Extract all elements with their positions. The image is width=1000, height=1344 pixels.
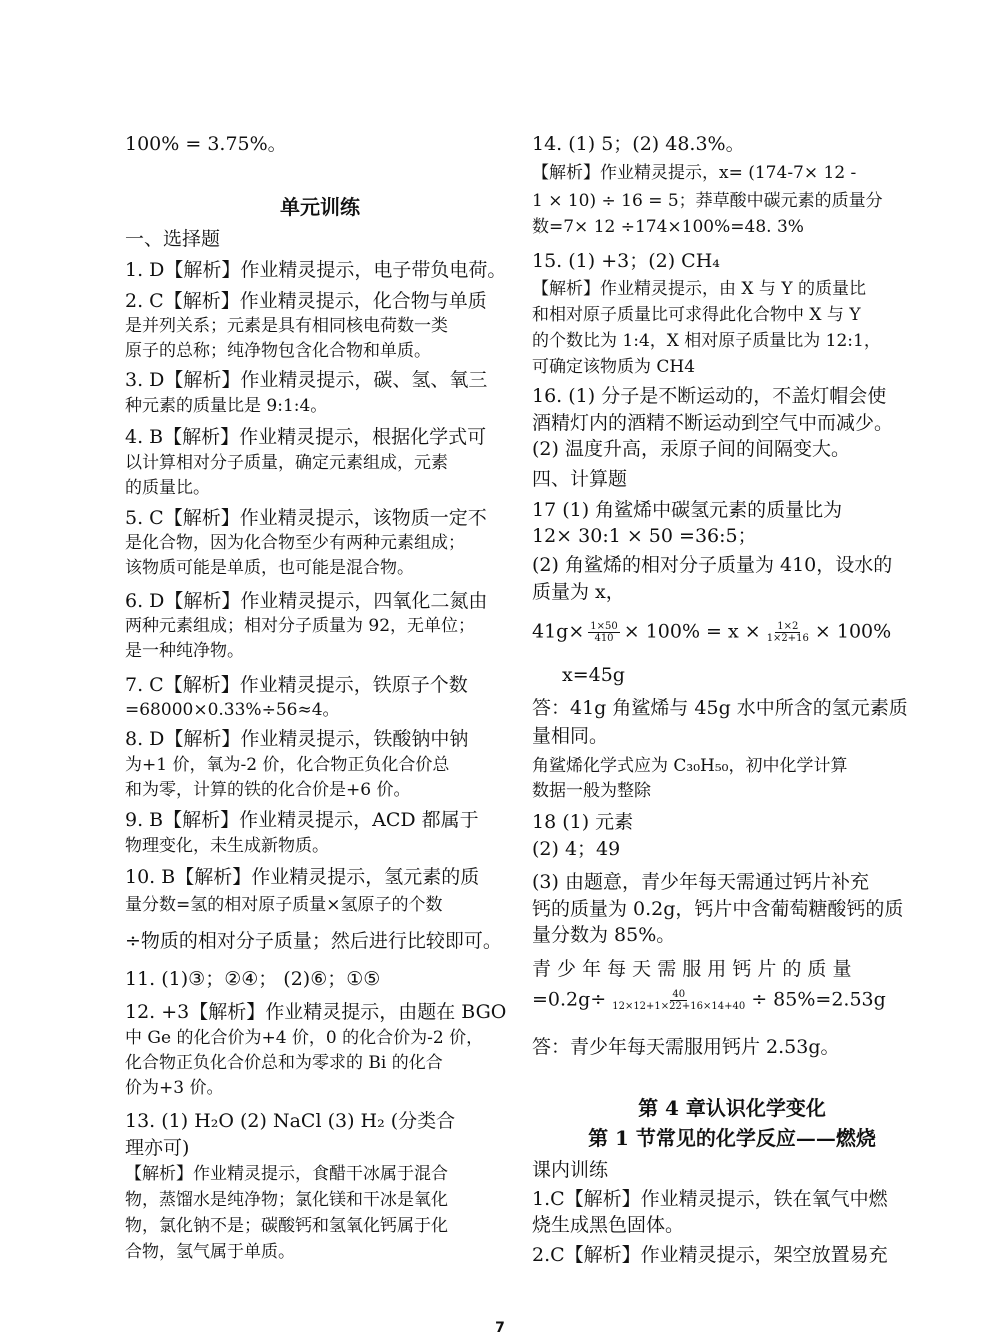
answer-5-line: 是化合物，因为化合物至少有两种元素组成；	[125, 533, 465, 553]
answer-15-line: 的个数比为 1:4，X 相对原子质量比为 12:1，	[532, 331, 881, 351]
answer-13-line: 合物，氢气属于单质。	[125, 1242, 295, 1262]
answer-12-line: 化合物正负化合价总和为零求的 Bi 的化合	[125, 1053, 443, 1073]
answer-13-line: 理亦可)	[125, 1137, 190, 1159]
subsection-heading: 一、选择题	[125, 228, 221, 250]
answer-5: 5. C【解析】作业精灵提示，该物质一定不	[125, 507, 487, 529]
answer-3-line: 种元素的质量比是 9:1:4。	[125, 396, 328, 416]
answer-12-line: 价为+3 价。	[125, 1078, 224, 1098]
answer-13-line: 【解析】作业精灵提示，食醋干冰属于混合	[125, 1164, 448, 1184]
answer-4-line: 的质量比。	[125, 478, 210, 498]
answer-4: 4. B【解析】作业精灵提示，根据化学式可	[125, 426, 487, 448]
answer-17-line: (2) 角鲨烯的相对分子质量为 410，设水的	[532, 554, 893, 576]
answer-18-line: (2) 4；49	[532, 838, 621, 860]
answer-18-line: 钙的质量为 0.2g，钙片中含葡萄糖酸钙的质	[532, 898, 904, 920]
answer-9-line: 物理变化，未生成新物质。	[125, 836, 329, 856]
answer-6-line: 两种元素组成；相对分子质量为 92，无单位；	[125, 616, 476, 636]
fraction-denominator: 12×12+1×22+16×14+40	[612, 1001, 746, 1012]
lesson-answer-1: 1.C【解析】作业精灵提示，铁在氧气中燃	[532, 1188, 888, 1210]
formula-part: × 100% = x ×	[623, 620, 761, 643]
answer-16-line: 酒精灯内的酒精不断运动到空气中而减少。	[532, 412, 894, 434]
answer-10-line: ÷物质的相对分子质量；然后进行比较即可。	[125, 930, 502, 952]
chapter-title: 第 4 章认识化学变化	[638, 1096, 826, 1120]
answer-1: 1. D【解析】作业精灵提示，电子带负电荷。	[125, 259, 507, 281]
continued-line: 100% = 3.75%。	[125, 133, 287, 155]
fraction-numerator: 1×50	[590, 621, 618, 632]
answer-15-line: 和相对原子质量比可求得此化合物中 X 与 Y	[532, 305, 861, 325]
answer-14: 14. (1) 5；(2) 48.3%。	[532, 133, 745, 155]
answer-15: 15. (1) +3；(2) CH₄	[532, 250, 720, 272]
answer-17-line: 量相同。	[532, 725, 609, 747]
answer-12-line: 中 Ge 的化合价为+4 价，0 的化合价为-2 价，	[125, 1028, 484, 1048]
formula-calcium	[532, 989, 886, 1012]
fraction-numerator: 1×2	[777, 621, 799, 632]
answer-16: 16. (1) 分子是不断运动的，不盖灯帽会使	[532, 385, 887, 407]
lesson-answer-1-line: 烧生成黑色固体。	[532, 1214, 685, 1236]
answer-2: 2. C【解析】作业精灵提示，化合物与单质	[125, 290, 487, 312]
answer-17-line: 12× 30:1 × 50 =36:5；	[532, 525, 757, 547]
fraction	[765, 621, 811, 644]
answer-17-note: 数据一般为整除	[532, 781, 651, 801]
answer-2-line: 原子的总称；纯净物包含化合物和单质。	[125, 341, 431, 361]
answer-17-conclusion: 答：41g 角鲨烯与 45g 水中所含的氢元素质	[532, 697, 908, 719]
section-title: 第 1 节常见的化学反应——燃烧	[588, 1126, 876, 1150]
lesson-answer-2: 2.C【解析】作业精灵提示，架空放置易充	[532, 1244, 888, 1266]
answer-8-line: 为+1 价，氧为-2 价，化合物正负化合价总	[125, 755, 450, 775]
answer-17: 17 (1) 角鲨烯中碳氢元素的质量比为	[532, 499, 843, 521]
answer-6-line: 是一种纯净物。	[125, 641, 244, 661]
fraction	[610, 989, 747, 1012]
fraction-numerator: 40	[672, 989, 686, 1000]
answer-18-line: (3) 由题意，青少年每天需通过钙片补充	[532, 871, 869, 893]
answer-11: 11. (1)③；②④； (2)⑥；①⑤	[125, 968, 381, 990]
solution-value: x=45g	[562, 664, 625, 686]
answer-14-line: 【解析】作业精灵提示，x= (174-7× 12 -	[532, 163, 857, 183]
formula-water	[532, 621, 891, 644]
answer-4-line: 以计算相对分子质量，确定元素组成，元素	[125, 453, 448, 473]
formula-part: × 100%	[814, 620, 892, 643]
formula-part: ÷ 85%=2.53g	[751, 988, 886, 1011]
answer-8: 8. D【解析】作业精灵提示，铁酸钠中钠	[125, 728, 469, 750]
answer-14-line: 数=7× 12 ÷174×100%=48. 3%	[532, 217, 804, 237]
answer-13-line: 物，蒸馏水是纯净物；氯化镁和干冰是氧化	[125, 1190, 448, 1210]
subsection-heading: 四、计算题	[532, 468, 628, 490]
answer-18-line: 量分数为 85%。	[532, 924, 676, 946]
answer-13-line: 物，氯化钠不是；碳酸钙和氢氧化钙属于化	[125, 1216, 448, 1236]
answer-17-line: 质量为 x，	[532, 581, 625, 603]
answer-18-line: 青 少 年 每 天 需 服 用 钙 片 的 质 量	[532, 958, 852, 980]
answer-7-line: =68000×0.33%÷56≈4。	[125, 700, 340, 720]
answer-14-line: 1 × 10) ÷ 16 = 5；莽草酸中碳元素的质量分	[532, 191, 883, 211]
fraction-denominator: 1×2+16	[766, 633, 809, 644]
answer-8-line: 和为零，计算的铁的化合价是+6 价。	[125, 780, 411, 800]
answer-13: 13. (1) H₂O (2) NaCl (3) H₂ (分类合	[125, 1110, 456, 1132]
answer-18-conclusion: 答：青少年每天需服用钙片 2.53g。	[532, 1036, 840, 1058]
formula-part: =0.2g÷	[532, 988, 607, 1011]
answer-16-line: (2) 温度升高，汞原子间的间隔变大。	[532, 438, 850, 460]
page-number: 7	[495, 1320, 505, 1336]
answer-18: 18 (1) 元素	[532, 811, 634, 833]
answer-5-line: 该物质可能是单质，也可能是混合物。	[125, 558, 414, 578]
answer-10: 10. B【解析】作业精灵提示，氢元素的质	[125, 866, 480, 888]
answer-15-line: 可确定该物质为 CH4	[532, 357, 696, 377]
fraction	[588, 621, 619, 644]
answer-6: 6. D【解析】作业精灵提示，四氧化二氮由	[125, 590, 488, 612]
answer-10-line: 量分数=氢的相对原子质量×氢原子的个数	[125, 895, 443, 915]
answer-9: 9. B【解析】作业精灵提示，ACD 都属于	[125, 809, 479, 831]
answer-3: 3. D【解析】作业精灵提示，碳、氢、氧三	[125, 369, 488, 391]
answer-2-line: 是并列关系；元素是具有相同核电荷数一类	[125, 316, 448, 336]
fraction-denominator: 410	[594, 633, 614, 644]
subsection-heading: 课内训练	[532, 1159, 609, 1181]
answer-12: 12. +3【解析】作业精灵提示，由题在 BGO	[125, 1001, 507, 1023]
section-heading: 单元训练	[280, 195, 360, 219]
formula-part: 41g×	[532, 620, 585, 643]
answer-7: 7. C【解析】作业精灵提示，铁原子个数	[125, 674, 468, 696]
answer-17-note: 角鲨烯化学式应为 C₃₀H₅₀，初中化学计算	[532, 756, 848, 776]
answer-15-line: 【解析】作业精灵提示，由 X 与 Y 的质量比	[532, 279, 866, 299]
